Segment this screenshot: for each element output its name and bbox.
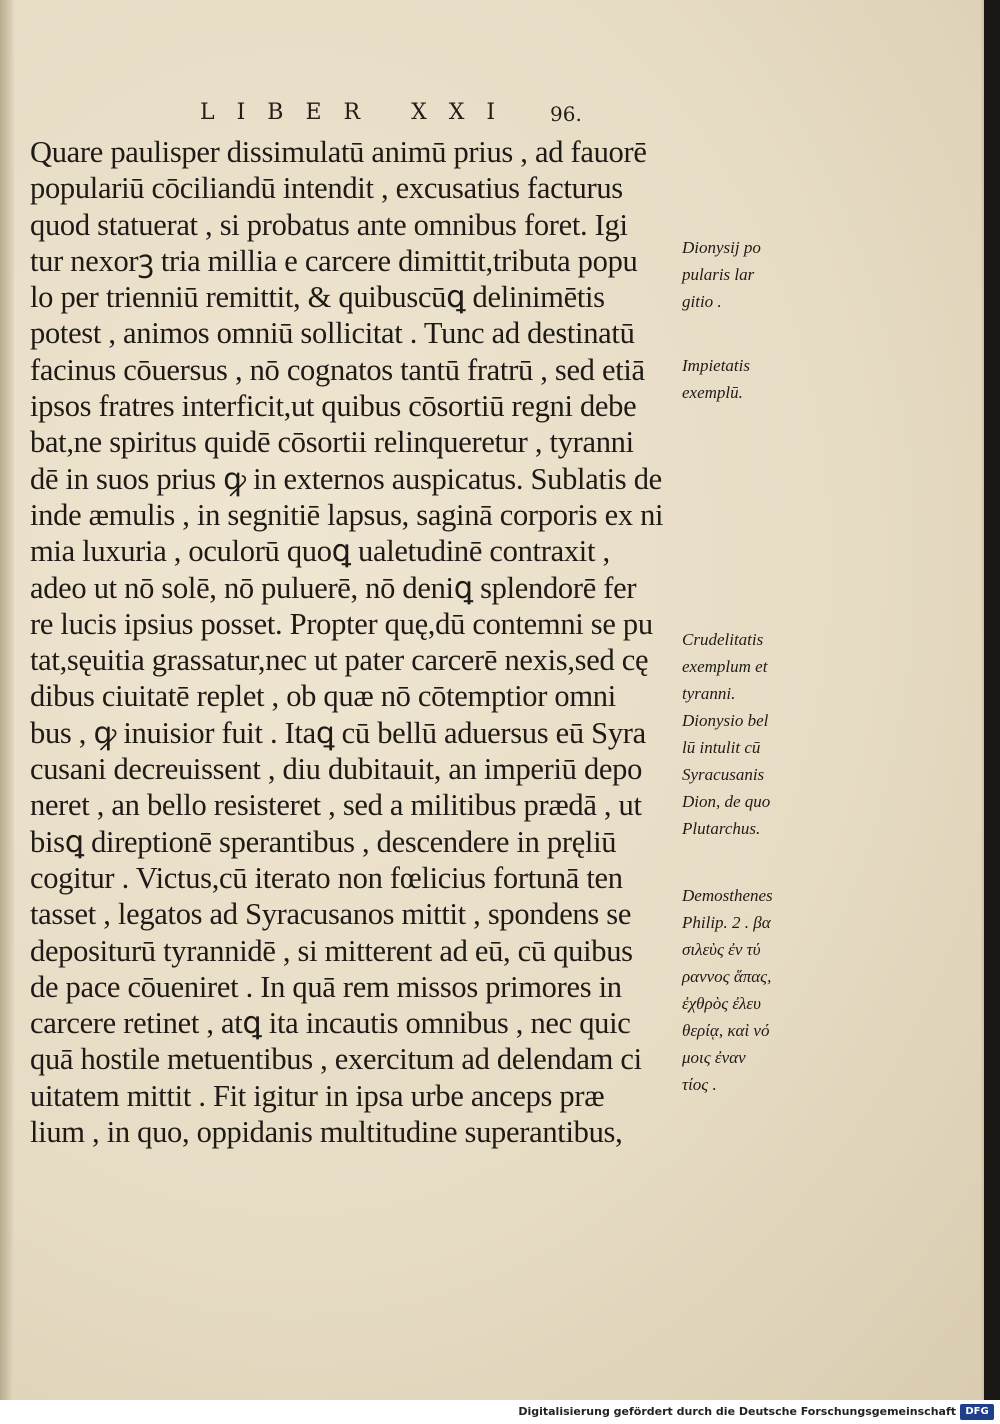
text-line: dibus ciuitatē replet , ob quæ nō cōtemptior omni <box>30 679 616 714</box>
text-line: ipsos fratres interficit,ut quibus cōsortiū regni debe <box>30 389 637 424</box>
note-line: ἐχθρὸς ἐλευ <box>682 994 761 1013</box>
text-line: tasset , legatos ad Syracusanos mittit , spondens se <box>30 897 632 932</box>
note-line: Demosthenes <box>682 886 773 905</box>
text-line: bus , ꝙ inuisior fuit . Itaꝗ cū bellū aduersus eū Syra <box>30 715 646 750</box>
text-line: uitatem mittit . Fit igitur in ipsa urbe anceps præ <box>30 1078 605 1113</box>
footer-bar <box>0 1400 1000 1424</box>
note-line: Plutarchus. <box>682 819 761 838</box>
note-line: tyranni. <box>682 684 736 703</box>
note-line: lū intulit cū <box>682 738 761 757</box>
dfg-logo-icon: DFG <box>960 1404 994 1420</box>
note-line: Philip. 2 . βα <box>682 913 771 932</box>
note-line: σιλεὺς ἐν τύ <box>682 940 761 959</box>
running-head-title: LIBER XXI <box>200 100 518 125</box>
marginal-note-demosthenes <box>682 882 812 1098</box>
text-line: carcere retinet , atꝗ ita incautis omnibus , nec quic <box>30 1006 631 1041</box>
note-line: pularis lar <box>682 265 755 284</box>
note-line: ραννος ἅπας, <box>682 967 772 986</box>
note-line: gitio . <box>682 292 722 311</box>
main-text-block <box>30 134 680 1150</box>
text-line: populariū cōciliandū intendit , excusatius facturus <box>30 171 623 206</box>
text-line: lium , in quo, oppidanis multitudine superantibus, <box>30 1115 623 1150</box>
text-line: depositurū tyrannidē , si mitterent ad eū, cū quibus <box>30 933 633 968</box>
text-line: de pace cōueniret . In quā rem missos primores in <box>30 969 622 1004</box>
note-line: Dionysio bel <box>682 711 769 730</box>
funding-credit: Digitalisierung gefördert durch die Deutsche Forschungsgemeinschaft <box>518 1405 956 1418</box>
marginal-note-largitio <box>682 234 812 315</box>
note-line: Crudelitatis <box>682 630 764 649</box>
text-line: neret , an bello resisteret , sed a militibus prædā , ut <box>30 788 642 823</box>
text-line: cogitur . Victus,cū iterato non fœlicius fortunā ten <box>30 860 623 895</box>
text-line: bisꝗ direptionē sperantibus , descendere in pręliū <box>30 824 617 859</box>
note-line: exemplum et <box>682 657 768 676</box>
text-line: adeo ut nō solē, nō puluerē, nō deniꝗ splendorē fer <box>30 570 637 605</box>
text-line: mia luxuria , oculorū quoꝗ ualetudinē contraxit , <box>30 534 610 569</box>
text-line: tat,sęuitia grassatur,nec ut pater carcerē nexis,sed cę <box>30 643 649 678</box>
text-line: quā hostile metuentibus , exercitum ad delendam ci <box>30 1042 642 1077</box>
text-line: re lucis ipsius posset. Propter quę,dū contemni se pu <box>30 606 653 641</box>
page-number: 96. <box>550 102 582 126</box>
text-line: facinus cōuersus , nō cognatos tantū fratrū , sed etiā <box>30 352 645 387</box>
running-head <box>200 100 600 136</box>
text-line: potest , animos omniū sollicitat . Tunc ad destinatū <box>30 316 635 351</box>
page-binding-edge <box>0 0 14 1400</box>
note-line: θερίᾳ, καὶ νό <box>682 1021 770 1040</box>
text-line: cusani decreuissent , diu dubitauit, an imperiū depo <box>30 752 643 787</box>
text-line: Quare paulisper dissimulatū animū prius , ad fauorē <box>30 135 647 169</box>
note-line: τίος . <box>682 1075 717 1094</box>
text-line: lo per trienniū remittit, & quibuscūꝗ delinimētis <box>30 280 605 315</box>
marginal-note-impietatis <box>682 352 812 406</box>
note-line: Syracusanis <box>682 765 765 784</box>
note-line: Dionysij po <box>682 238 761 257</box>
note-line: Dion, de quo <box>682 792 771 811</box>
text-line: tur nexorꝫ tria millia e carcere dimittit,tributa popu <box>30 243 638 278</box>
note-line: exemplū. <box>682 383 743 402</box>
text-line: dē in suos prius ꝙ in externos auspicatus. Sublatis de <box>30 461 662 496</box>
text-line: bat,ne spiritus quidē cōsortii relinqueretur , tyranni <box>30 425 634 460</box>
marginal-note-crudelitatis <box>682 626 812 842</box>
note-line: Impietatis <box>682 356 750 375</box>
text-line: inde æmulis , in segnitiē lapsus, saginā corporis ex ni <box>30 497 664 532</box>
text-line: quod statuerat , si probatus ante omnibus foret. Igi <box>30 207 628 242</box>
note-line: μοις ἐναν <box>682 1048 746 1067</box>
